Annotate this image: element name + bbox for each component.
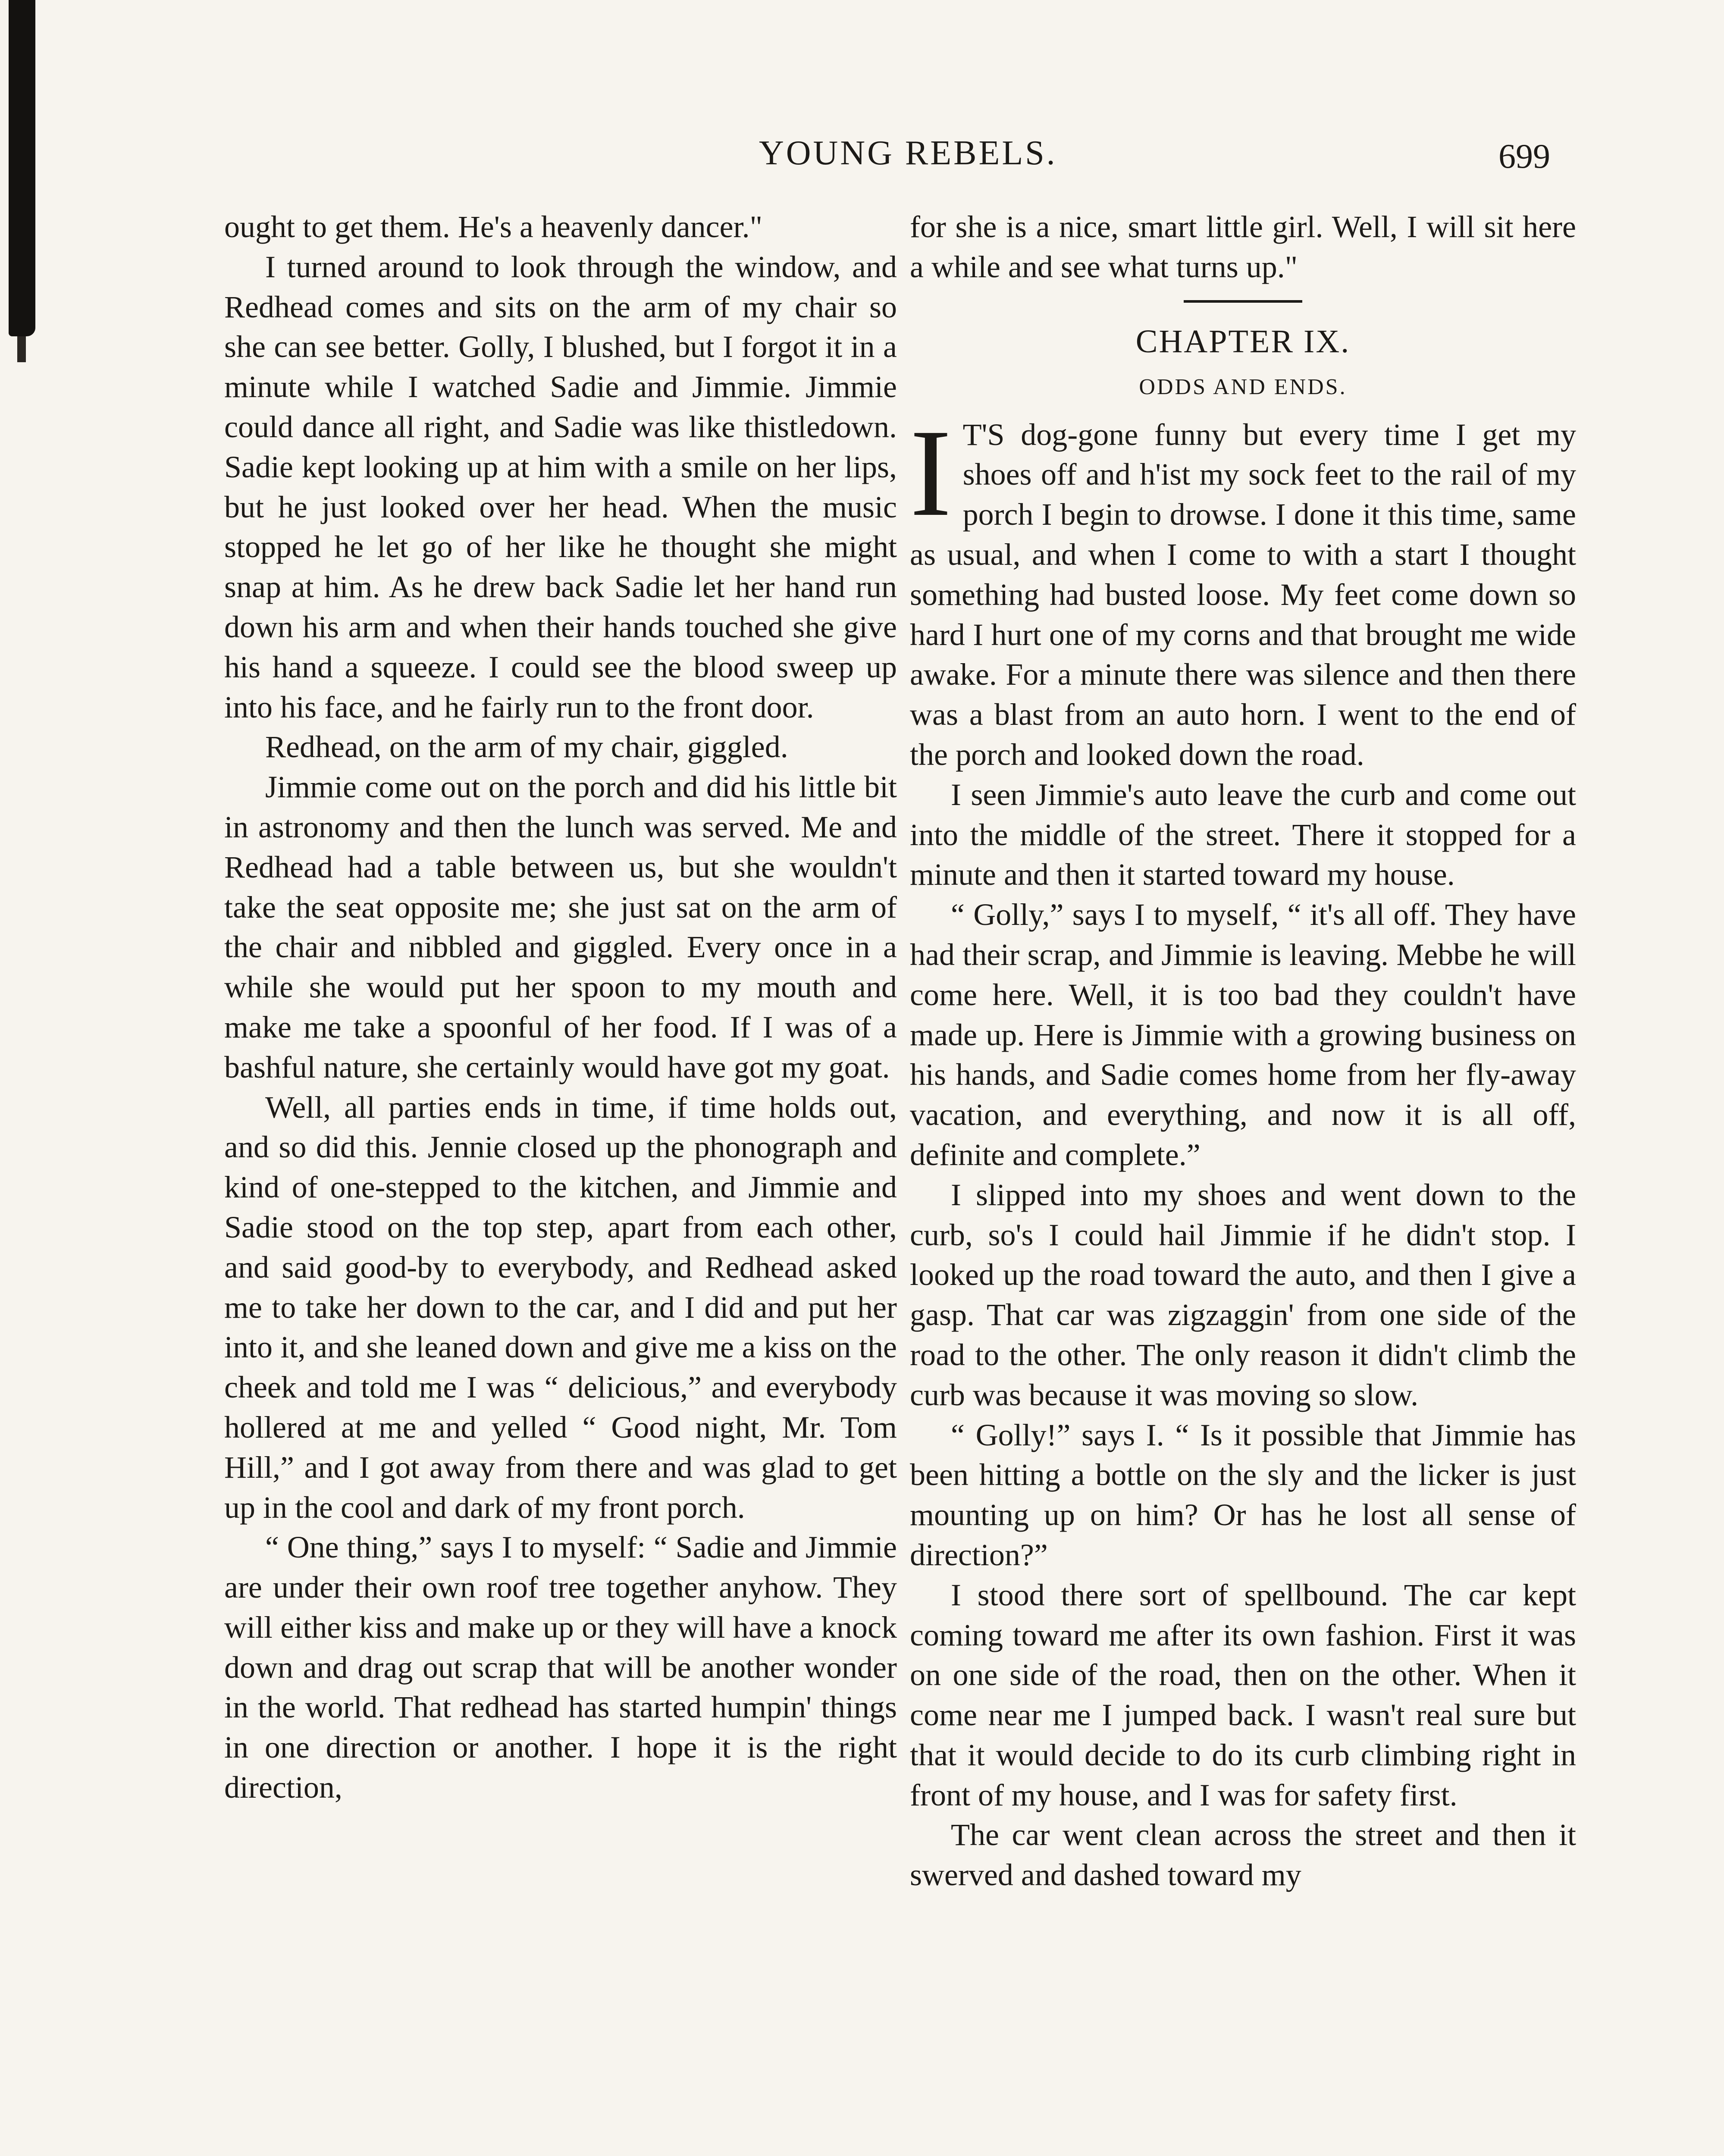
paragraph: “ One thing,” says I to myself: “ Sadie and Jimmie are under their own roof tree together anyhow. They will either kiss and make up or they will have a knock down and drag out scrap that will be another wonder in the world. That redhead has started humpin' things in one direction or another. I hope it is the right direction, [224, 1530, 897, 1805]
paragraph: The car went clean across the street and then it swerved and dashed toward my [910, 1818, 1576, 1893]
chapter-heading: CHAPTER IX. [1135, 323, 1351, 360]
right-column [910, 207, 1576, 1895]
scan-edge-mark-tail [17, 336, 26, 362]
chapter-first-paragraph [910, 403, 1576, 775]
paragraph: Well, all parties ends in time, if time holds out, and so did this. Jennie closed up the phonograph and kind of one-stepped to the kitchen, and Jimmie and Sadie stood on the top step, apart from each other, and said good-by to everybody, and Redhead asked me to take her down to the car, and I did and put her into it, and she leaned down and give me a kiss on the cheek and told me I was “ delicious,” and everybody hollered at me and yelled “ Good night, Mr. Tom Hill,” and I got away from there and was glad to get up in the cool and dark of my front porch. [224, 1090, 897, 1525]
paragraph: Redhead, on the arm of my chair, giggled. [265, 730, 788, 765]
section-divider [1184, 300, 1302, 303]
running-head [0, 134, 1724, 185]
paragraph-text: T'S dog-gone funny but every time I get my shoes off and h'ist my sock feet to the rail of my porch I begin to drowse. I done it this time, same as usual, and when I come to with a start I thought something had busted loose. My feet come down so hard I hurt one of my corns and that brought me wide awake. For a minute there was silence and then there was a blast from an auto horn. I went to the end of the porch and looked down the road. [910, 417, 1576, 772]
left-column [224, 207, 897, 1808]
paragraph: “ Golly!” says I. “ Is it possible that Jimmie has been hitting a bottle on the sly and the licker is just mounting up on him? Or has he lost all sense of direction?” [910, 1417, 1576, 1572]
paragraph: Jimmie come out on the porch and did his little bit in astronomy and then the lunch was served. Me and Redhead had a table between us, but she wouldn't take the seat opposite me; she just sat on the arm of the chair and nibbled and giggled. Every once in a while she would put her spoon to my mouth and make me take a spoonful of her food. If I was of a bashful nature, she certainly would have got my goat. [224, 770, 897, 1084]
page-number: 699 [1498, 138, 1550, 175]
paragraph: I seen Jimmie's auto leave the curb and come out into the middle of the street. There it stopped for a minute and then it started toward my house. [910, 777, 1576, 892]
paragraph: I slipped into my shoes and went down to the curb, so's I could hail Jimmie if he didn't stop. I looked up the road toward the auto, and then I give a gasp. That car was zigzaggin' from one side of the road to the other. The only reason it didn't climb the curb was because it was moving so slow. [910, 1177, 1576, 1412]
paragraph: ought to get them. He's a heavenly dancer." [224, 210, 762, 244]
running-title: YOUNG REBELS. [759, 134, 1057, 172]
chapter-subtitle: ODDS AND ENDS. [1139, 374, 1347, 399]
drop-cap: I [910, 403, 952, 542]
paragraph: for she is a nice, smart little girl. Well, I will sit here a while and see what turns up." [910, 210, 1576, 284]
paragraph: I turned around to look through the window, and Redhead comes and sits on the arm of my chair so she can see better. Golly, I blushed, but I forgot it in a minute while I watched Sadie and Jimmie. Jimmie could dance all right, and Sadie was like thistledown. Sadie kept looking up at him with a smile on her lips, but he just looked over her head. When the music stopped he let go of her like he thought she might snap at him. As he drew back Sadie let her hand run down his arm and when their hands touched she give his hand a squeeze. I could see the blood sweep up into his face, and he fairly run to the front door. [224, 249, 897, 724]
paragraph: I stood there sort of spellbound. The car kept coming toward me after its own fashion. First it was on one side of the road, then on the other. When it come near me I jumped back. I wasn't real sure but that it would decide to do its curb climbing right in front of my house, and I was for safety first. [910, 1577, 1576, 1812]
paragraph: “ Golly,” says I to myself, “ it's all off. They have had their scrap, and Jimmie is leaving. Mebbe he will come here. Well, it is too bad they couldn't have made up. Here is Jimmie with a growing business on his hands, and Sadie comes home from her fly-away vacation, and everything, and now it is all off, definite and complete.” [910, 897, 1576, 1172]
